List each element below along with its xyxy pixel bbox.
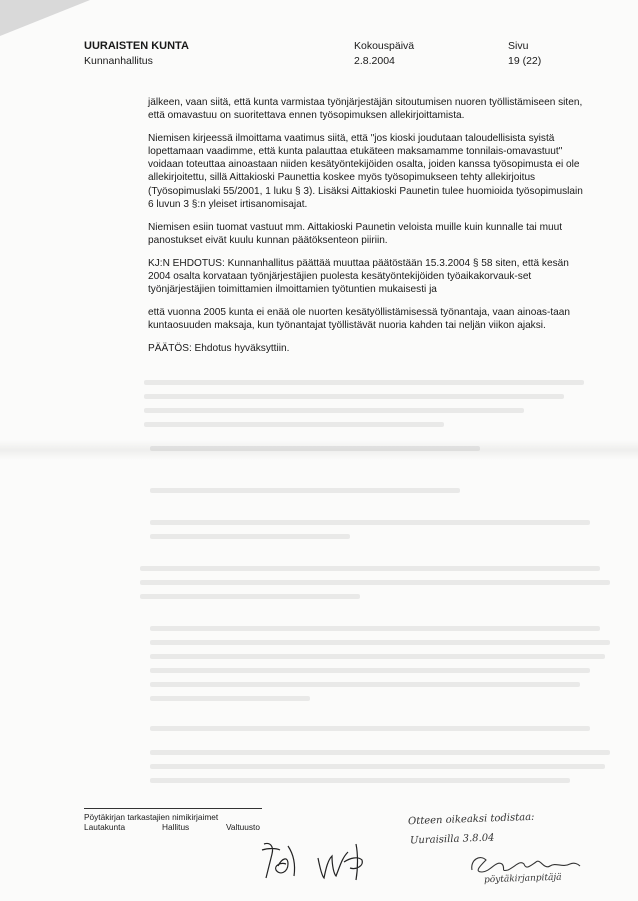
initials-col-council: Valtuusto [226, 822, 260, 832]
initials-signature-2 [314, 838, 370, 884]
page-label: Sivu [508, 40, 529, 52]
organization-name: UURAISTEN KUNTA [84, 40, 189, 52]
minutes-keeper-label: pöytäkirjanpitäjä [483, 872, 562, 886]
meeting-date: 2.8.2004 [354, 55, 395, 67]
paragraph: KJ:N EHDOTUS: Kunnanhallitus päättää muuttaa päätöstään 15.3.2004 § 58 siten, että kesän 2004 osalta korvataan työnjärjestäjien puolesta kesätyöntekijöiden työaikakorvauk-set työnjärjestäjien toimittamien ilmoittamien työtuntien mukaisesti ja [148, 257, 569, 296]
decision-paragraph: PÄÄTÖS: Ehdotus hyväksyttiin. [148, 343, 290, 355]
meeting-date-label: Kokouspäivä [354, 40, 415, 52]
governing-body: Kunnanhallitus [84, 55, 153, 67]
paragraph: jälkeen, vaan siitä, että kunta varmistaa työnjärjestäjän sitoutumisen nuoren työllistämiseen siten, että omavastuu on suoritettava ennen työsopimuksen allekirjoittamista. [148, 97, 583, 122]
initials-title: Pöytäkirjan tarkastajien nimikirjaimet [84, 812, 219, 822]
paragraph: Niemisen esiin tuomat vastuut mm. Aittakioski Paunetin veloista muille kuin kunnalle tai muut panostukset eivät kuulu kunnan päätöksenteon piiriin. [148, 221, 563, 246]
initials-col-government: Hallitus [162, 822, 190, 832]
page-number: 19 (22) [508, 55, 542, 67]
certified-place-date: Uuraisilla 3.8.04 [409, 832, 495, 847]
minutes-body [148, 96, 588, 366]
initials-signature-1 [258, 836, 306, 884]
initials-col-board: Lautakunta [84, 822, 126, 832]
paragraph: Niemisen kirjeessä ilmoittama vaatimus siitä, että "jos kioski joudutaan taloudellisista syistä lopettamaan vaadimme, että kunta palauttaa etukäteen maksamamme tonnilais-omavastuut" voidaan toteuttaa ainoastaan niiden kesätyöntekijöiden osalta, joiden kanssa työsopimusta ei ole allekirjoitettu, sillä Aittakioski Paunettia koskee myös työsopimukseen tehty allekirjoitus (Työsopimuslaki 55/2001, 1 luku § 3). Lisäksi Aittakioski Paunetin tulee huomioida työsopimuslain 6 luvun 3 §:n yleiset irtisanomisajat. [148, 133, 583, 210]
show-through-text [120, 380, 610, 790]
paragraph: että vuonna 2005 kunta ei enää ole nuorten kesätyöllistämisessä työnantaja, vaan ainoas-taan kuntaosuuden maksaja, kun työnantajat työllistävät nuoria kahden tai neljän viikon ajaksi. [148, 307, 570, 332]
folded-corner [0, 0, 90, 36]
certified-copy-note: Otteen oikeaksi todistaa: [407, 811, 535, 828]
document-header [84, 40, 598, 74]
footer-divider [84, 808, 262, 809]
